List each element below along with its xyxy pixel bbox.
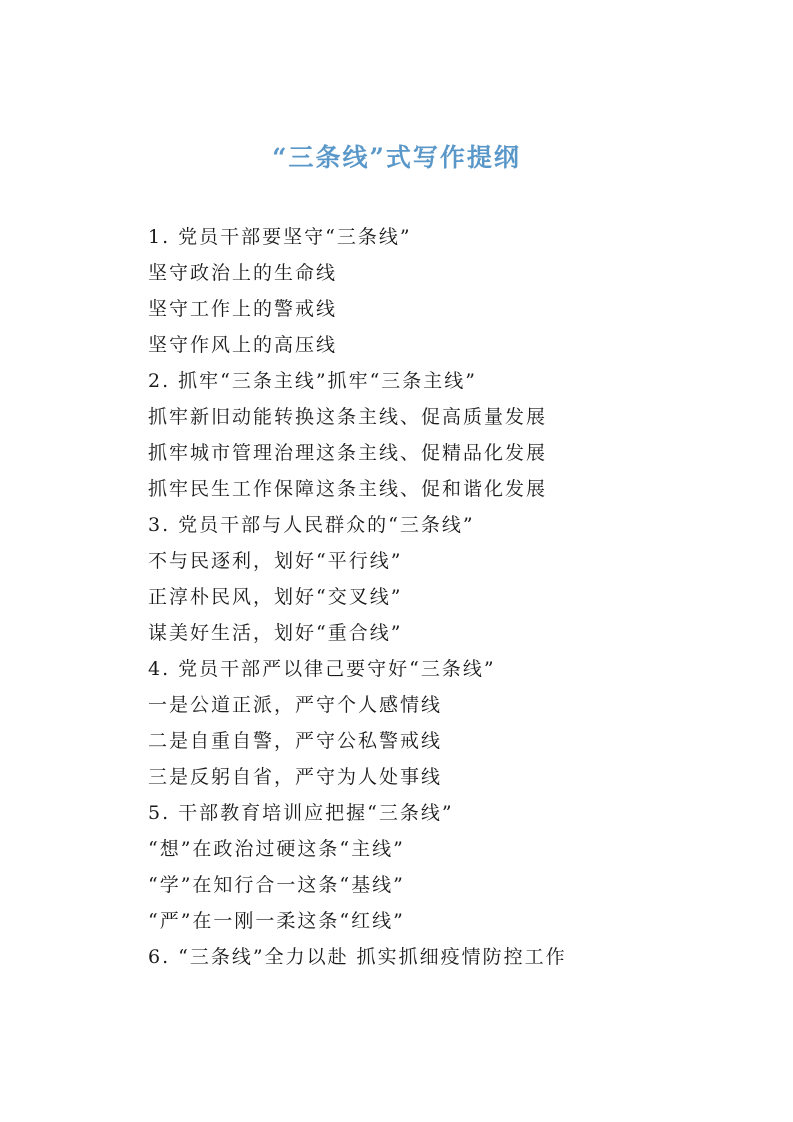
outline-item: 坚守政治上的生命线 (148, 262, 338, 284)
outline-item: “学”在知行合一这条“基线” (148, 874, 405, 896)
outline-item: 坚守工作上的警戒线 (148, 298, 338, 320)
outline-item: 抓牢城市管理治理这条主线、促精品化发展 (148, 442, 548, 464)
outline-heading-4: 4. 党员干部严以律己要守好“三条线” (148, 658, 496, 680)
outline-item: 一是公道正派，严守个人感情线 (148, 694, 443, 716)
outline-heading-3: 3. 党员干部与人民群众的“三条线” (148, 514, 475, 536)
outline-heading-1: 1. 党员干部要坚守“三条线” (148, 226, 412, 248)
outline-item: 抓牢民生工作保障这条主线、促和谐化发展 (148, 478, 548, 500)
outline-heading-6: 6. “三条线”全力以赴 抓实抓细疫情防控工作 (148, 946, 567, 968)
outline-item: 三是反躬自省，严守为人处事线 (148, 766, 443, 788)
outline-item: 谋美好生活，划好“重合线” (148, 622, 403, 644)
outline-item: 坚守作风上的高压线 (148, 334, 338, 356)
outline-item: 正淳朴民风，划好“交叉线” (148, 586, 403, 608)
outline-heading-2: 2. 抓牢“三条主线”抓牢“三条主线” (148, 370, 478, 392)
outline-item: “严”在一刚一柔这条“红线” (148, 910, 405, 932)
outline-item: 抓牢新旧动能转换这条主线、促高质量发展 (148, 406, 548, 428)
outline-item: 不与民逐利，划好“平行线” (148, 550, 403, 572)
outline-list (148, 219, 748, 975)
outline-item: 二是自重自警，严守公私警戒线 (148, 730, 443, 752)
outline-item: “想”在政治过硬这条“主线” (148, 838, 405, 860)
outline-heading-5: 5. 干部教育培训应把握“三条线” (148, 802, 454, 824)
document-title: “三条线”式写作提纲 (272, 143, 521, 172)
